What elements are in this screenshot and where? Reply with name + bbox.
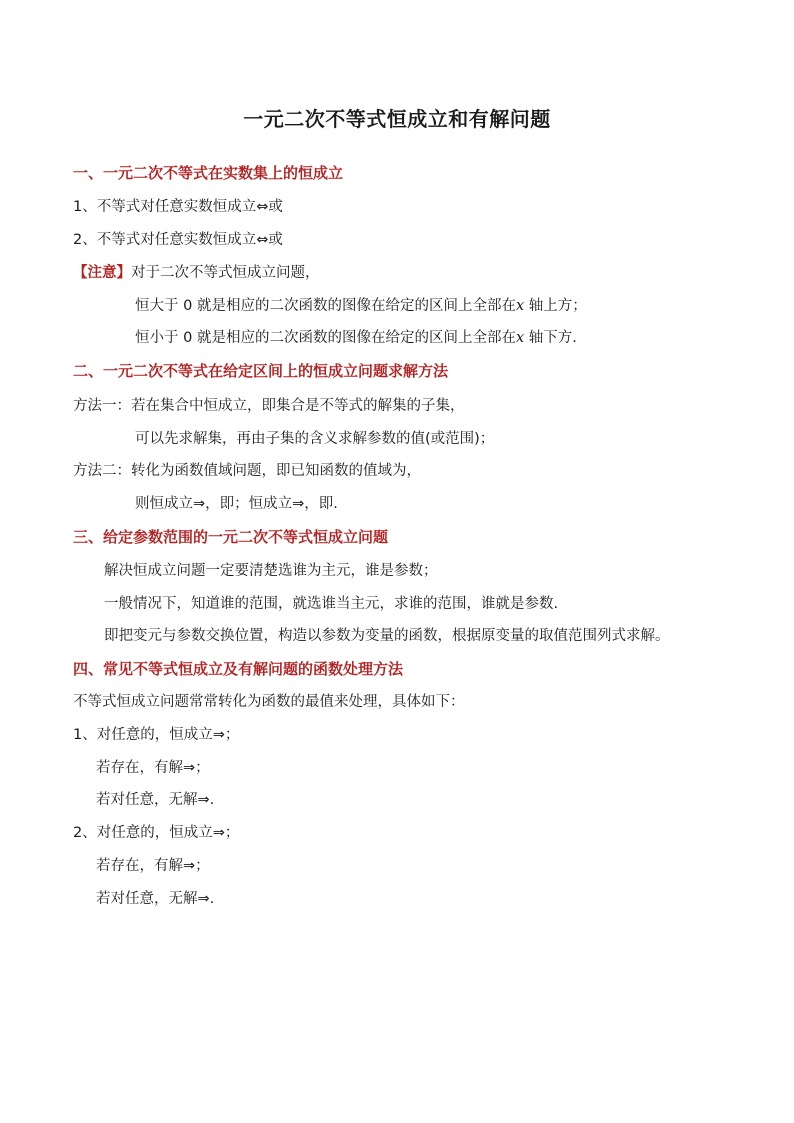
section1-note-line2 (135, 328, 587, 348)
section4-group2-line3: 若对任意，无解⇒. (96, 891, 215, 907)
section2-method1-line2: 可以先求解集，再由子集的含义求解参数的值(或范围)； (135, 431, 495, 447)
section1-note (73, 263, 320, 283)
note-line2-part-b: 轴下方． (524, 330, 587, 346)
section2-heading: 二、一元二次不等式在给定区间上的恒成立问题求解方法 (73, 362, 449, 380)
note-text: 对于二次不等式恒成立问题， (131, 265, 320, 281)
section3-line2: 一般情况下，知道谁的范围，就选谁当主元，求谁的范围，谁就是参数. (104, 596, 559, 612)
section4-group2-line1: 2、对任意的，恒成立⇒； (73, 825, 240, 841)
section4-group1-line2: 若存在，有解⇒； (96, 760, 210, 776)
section1-note-line1 (135, 296, 587, 316)
note-line1-variable: x (515, 298, 525, 314)
section4-group2-line2: 若存在，有解⇒； (96, 858, 210, 874)
note-line2-part-a: 恒小于 0 就是相应的二次函数的图像在给定的区间上全部在 (135, 330, 516, 346)
section1-item2: 2、不等式对任意实数恒成立⇔或 (73, 232, 283, 248)
section3-line3: 即把变元与参数交换位置，构造以参数为变量的函数，根据原变量的取值范围列式求解。 (104, 628, 670, 644)
section1-item1: 1、不等式对任意实数恒成立⇔或 (73, 199, 283, 215)
section4-intro: 不等式恒成立问题常常转化为函数的最值来处理，具体如下： (73, 694, 465, 710)
document-title: 一元二次不等式恒成立和有解问题 (243, 107, 551, 131)
note-line1-part-b: 轴上方； (524, 298, 587, 314)
note-line1-part-a: 恒大于 0 就是相应的二次函数的图像在给定的区间上全部在 (135, 298, 516, 314)
section1-heading: 一、一元二次不等式在实数集上的恒成立 (73, 164, 344, 182)
section3-line1: 解决恒成立问题一定要清楚选谁为主元，谁是参数； (104, 563, 438, 579)
section2-method1-line1: 方法一：若在集合中恒成立，即集合是不等式的解集的子集， (73, 398, 465, 414)
section4-group1-line3: 若对任意，无解⇒. (96, 792, 215, 808)
section2-method2-line2: 则恒成立⇒，即；恒成立⇒，即. (135, 496, 338, 512)
section4-group1-line1: 1、对任意的，恒成立⇒； (73, 727, 240, 743)
section2-method2-line1: 方法二：转化为函数值域问题，即已知函数的值域为， (73, 463, 421, 479)
note-line2-variable: x (515, 330, 525, 346)
section3-heading: 三、给定参数范围的一元二次不等式恒成立问题 (73, 528, 389, 546)
section4-heading: 四、常见不等式恒成立及有解问题的函数处理方法 (73, 660, 404, 678)
note-tag: 【注意】 (73, 265, 131, 281)
